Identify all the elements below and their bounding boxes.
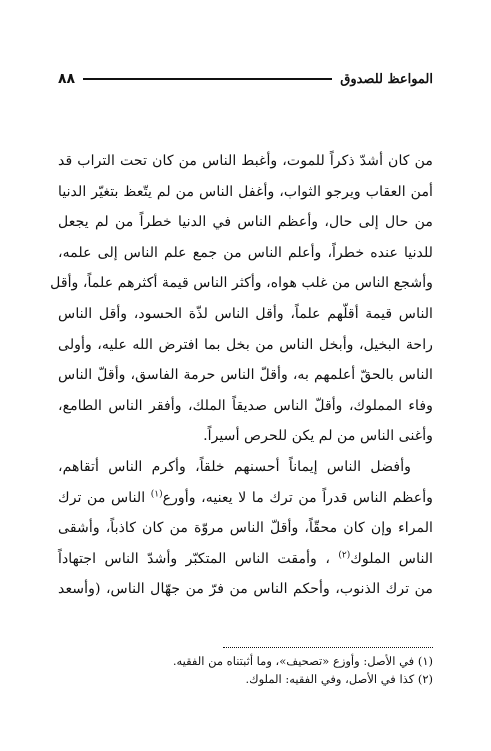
footnote-separator (223, 647, 433, 648)
page-header (58, 68, 433, 90)
text-line: الناس قيمة أقلّهم علماً، وأقل الناس لذّة الحسود، وأقل الناس (58, 305, 433, 322)
text-line: المراء وإن كان محقّاً، وأقلّ الناس مروّة من كان كاذباً، وأشقى (58, 520, 433, 537)
text-line: من كان أشدّ ذكراً للموت، وأغبط الناس من كان تحت التراب قد (58, 153, 433, 169)
text-line: للدنيا عنده خطراً، وأعلم الناس من جمع علم الناس إلى علمه، (58, 244, 433, 261)
body-text (50, 146, 433, 605)
text-line: أمن العقاب ويرجو الثواب، وأغفل الناس من لم يتّعظ بتغيّر الدنيا (58, 183, 433, 200)
header-rule (83, 78, 332, 80)
text-line: وأغنى الناس من لم يكن للحرص أسيراً. (203, 428, 433, 445)
text-run: ، وأمقت الناس المتكبّر وأشدّ الناس اجتهاداً (58, 550, 330, 567)
text-line: وأفضل الناس إيماناً أحسنهم خلقاً، وأكرم الناس أتقاهم، (58, 458, 411, 475)
footnote-2: (٢) كذا في الأصل، وفي الفقيه: الملوك. (245, 672, 433, 686)
text-line (58, 483, 433, 514)
text-line: من ترك الذنوب، وأحكم الناس من فرّ من جهّال الناس، (وأسعد (58, 581, 433, 598)
text-line (58, 544, 433, 575)
footnote-1: (١) في الأصل: وأوزع «تصحيف»، وما أثبتناه من الفقيه. (172, 654, 433, 668)
text-line: الناس بالحقّ أعلمهم به، وأقلّ الناس حرمة الفاسق، وأقلّ الناس (58, 367, 433, 384)
paragraph-2 (58, 452, 433, 605)
text-line: من حال إلى حال، وأعظم الناس في الدنيا خطراً من لم يجعل (58, 214, 433, 231)
footnote-marker-2[interactable]: (٢) (338, 549, 351, 560)
footnote-marker-1[interactable]: (١) (150, 488, 163, 499)
paragraph-1 (50, 146, 433, 452)
text-run: الناس من ترك (58, 489, 146, 506)
page-number: ٨٨ (58, 71, 76, 87)
text-line: راحة البخيل، وأبخل الناس من بخل بما افترض الله عليه، وأولى (58, 336, 433, 353)
text-run: وأعظم الناس قدراً من ترك ما لا يعنيه، وأورع (162, 489, 433, 506)
text-line: وأشجع الناس من غلب هواه، وأكثر الناس قيمة أكثرهم علماً، وأقل (50, 275, 433, 292)
text-line: وفاء المملوك، وأقلّ الناس صديقاً الملك، وأفقر الناس الطامع، (58, 397, 433, 414)
running-title: المواعظ للصدوق (340, 71, 433, 87)
text-run: الناس الملوك (350, 550, 433, 567)
footnotes (58, 652, 433, 688)
